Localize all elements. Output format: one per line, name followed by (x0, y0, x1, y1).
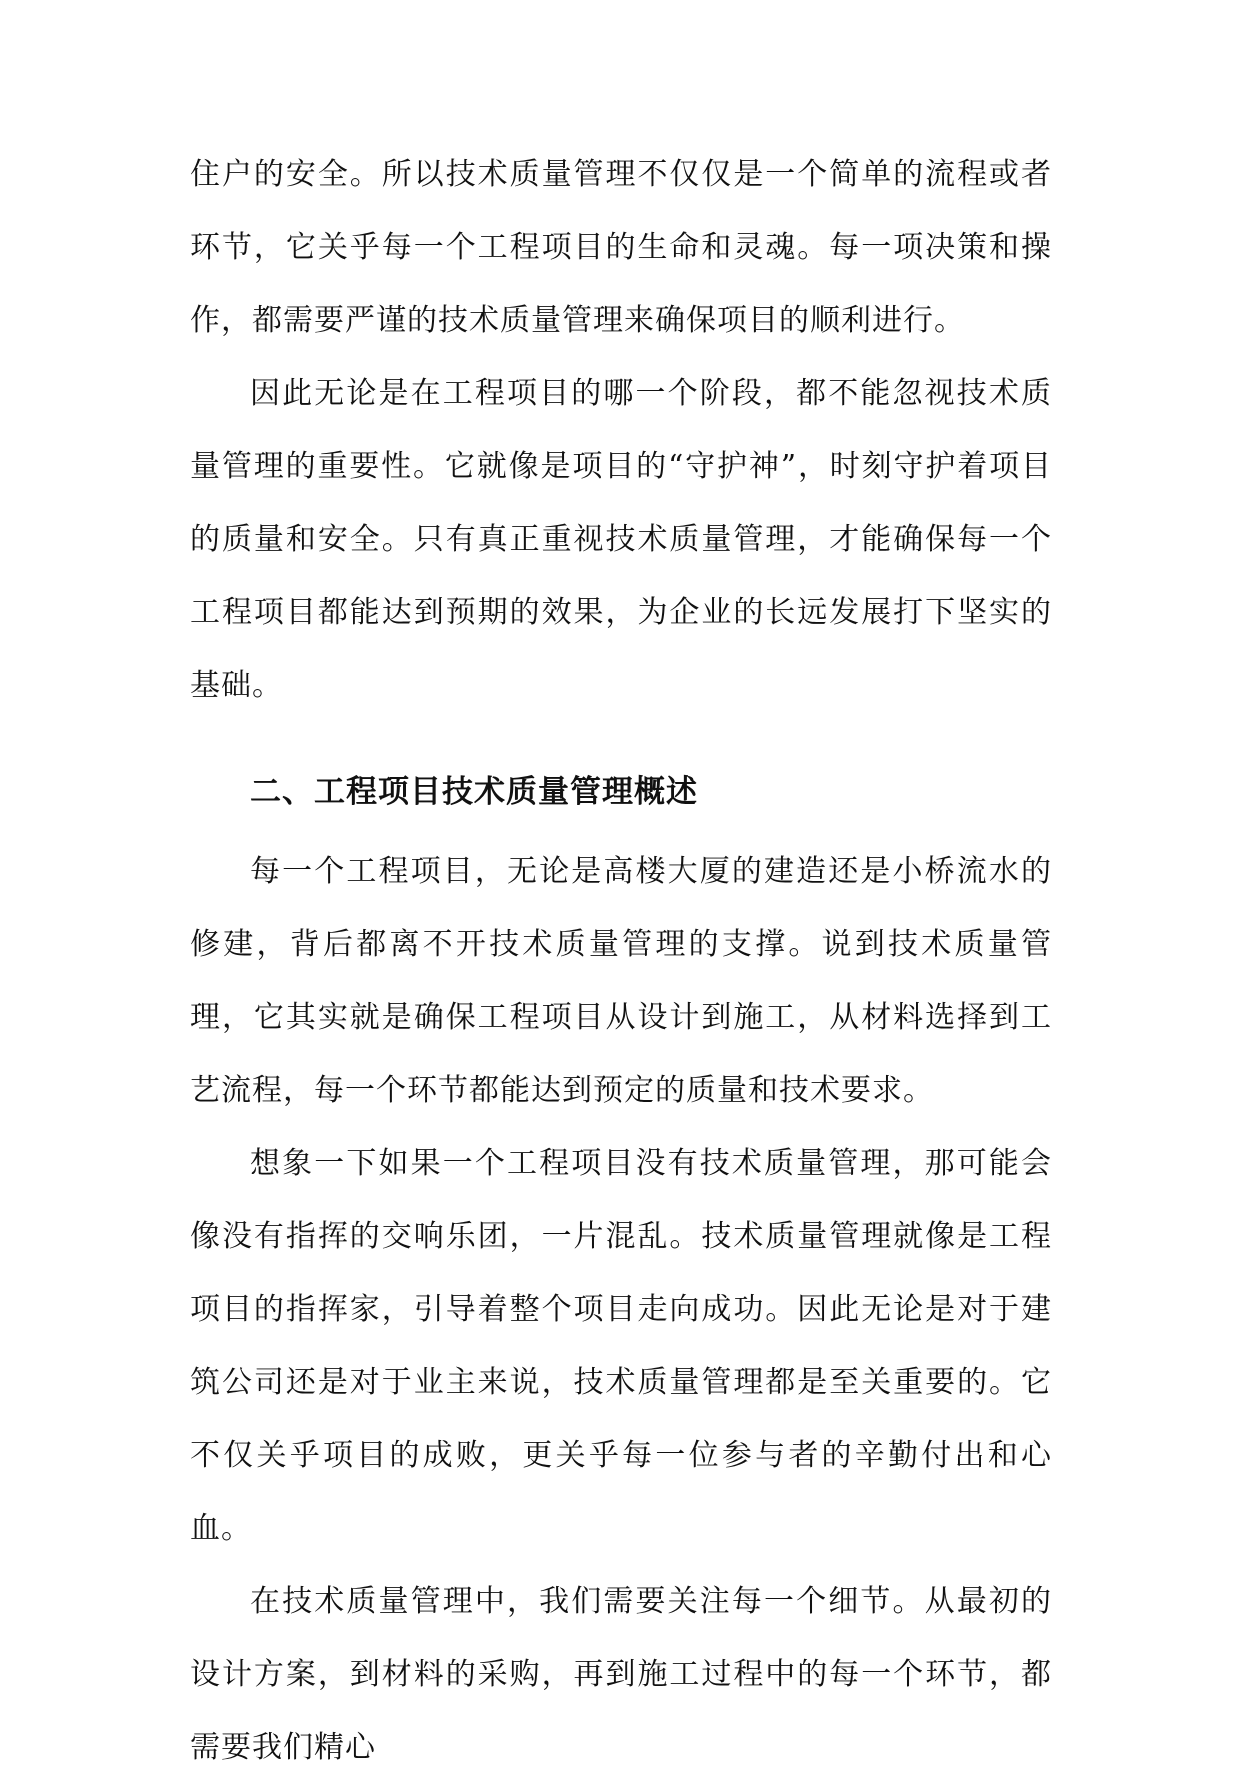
document-body (190, 138, 1052, 1784)
paragraph-continued: 住户的安全。所以技术质量管理不仅仅是一个简单的流程或者环节，它关乎每一个工程项目的生命和灵魂。每一项决策和操作，都需要严谨的技术质量管理来确保项目的顺利进行。 (190, 157, 1052, 338)
paragraph: 每一个工程项目，无论是高楼大厦的建造还是小桥流水的修建，背后都离不开技术质量管理的支撑。说到技术质量管理，它其实就是确保工程项目从设计到施工，从材料选择到工艺流程，每一个环节都能达到预定的质量和技术要求。 (190, 854, 1052, 1108)
paragraph: 在技术质量管理中，我们需要关注每一个细节。从最初的设计方案，到材料的采购，再到施工过程中的每一个环节，都需要我们精心 (190, 1584, 1052, 1765)
paragraph: 因此无论是在工程项目的哪一个阶段，都不能忽视技术质量管理的重要性。它就像是项目的“守护神”，时刻守护着项目的质量和安全。只有真正重视技术质量管理，才能确保每一个工程项目都能达到预期的效果，为企业的长远发展打下坚实的基础。 (190, 376, 1052, 703)
section-heading: 二、工程项目技术质量管理概述 (250, 774, 698, 810)
paragraph: 想象一下如果一个工程项目没有技术质量管理，那可能会像没有指挥的交响乐团，一片混乱。技术质量管理就像是工程项目的指挥家，引导着整个项目走向成功。因此无论是对于建筑公司还是对于业主来说，技术质量管理都是至关重要的。它不仅关乎项目的成败，更关乎每一位参与者的辛勤付出和心血。 (190, 1146, 1052, 1546)
